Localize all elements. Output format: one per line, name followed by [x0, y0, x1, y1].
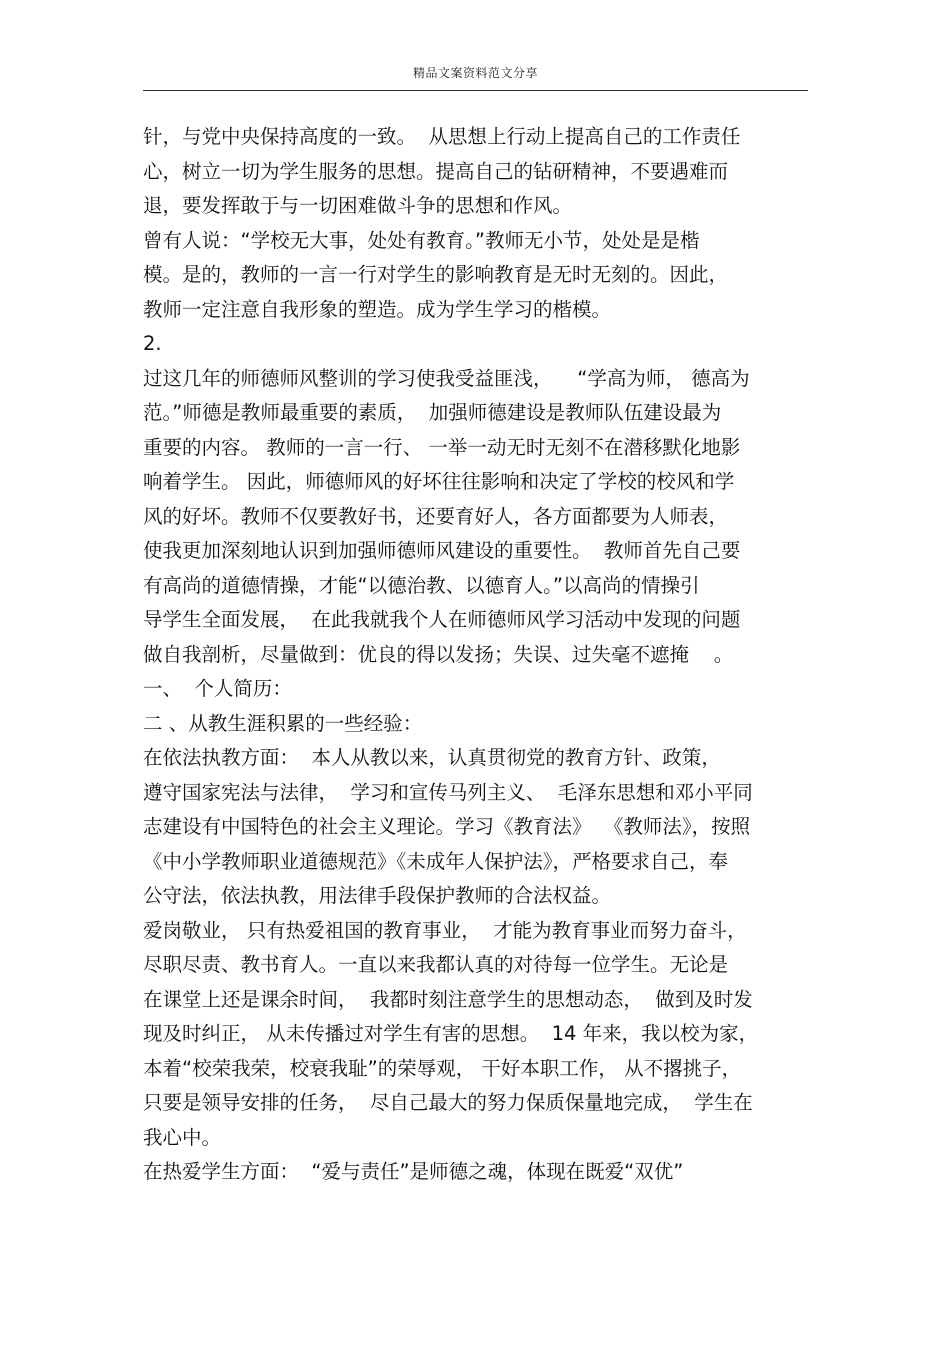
- text-line: 曾有人说：“学校无大事，处处有教育。”教师无小节，处处是是楷: [143, 228, 700, 252]
- text-line: 有高尚的道德情操，才能“以德治教、以德育人。”以高尚的情操引: [143, 573, 700, 597]
- text-line: 现及时纠正， 从未传播过对学生有害的思想。 14 年来，我以校为家，: [143, 1022, 759, 1045]
- text-line: 二 、从教生涯积累的一些经验：: [143, 711, 423, 735]
- text-line: 针，与党中央保持高度的一致。 从思想上行动上提高自己的工作责任: [143, 125, 741, 148]
- text-line: 重要的内容。 教师的一言一行、 一举一动无时无刻不在潜移默化地影: [143, 435, 741, 459]
- text-line: 教师一定注意自我形象的塑造。成为学生学习的楷模。: [143, 297, 612, 321]
- text-line: 在课堂上还是课余时间， 我都时刻注意学生的思想动态， 做到及时发: [143, 987, 753, 1011]
- text-line: 退，要发挥敢于与一切困难做斗争的思想和作风。: [143, 194, 573, 217]
- text-line: 在依法执教方面： 本人从教以来，认真贯彻党的教育方针、政策，: [143, 746, 721, 769]
- text-line: 本着“校荣我荣，校衰我耻”的荣辱观， 干好本职工作， 从不撂挑子，: [143, 1056, 742, 1080]
- text-line: 只要是领导安排的任务， 尽自己最大的努力保质保量地完成， 学生在: [143, 1091, 753, 1114]
- text-line: 过这几年的师德师风整训的学习使我受益匪浅， “学高为师， 德高为: [143, 366, 750, 390]
- text-line: 在热爱学生方面： “爱与责任”是师德之魂，体现在既爱“双优”: [143, 1160, 684, 1183]
- text-line: 模。是的，教师的一言一行对学生的影响教育是无时无刻的。因此，: [143, 263, 729, 286]
- text-line: 2.: [143, 332, 162, 355]
- text-line: 公守法，依法执教，用法律手段保护教师的合法权益。: [143, 884, 612, 907]
- text-line: 爱岗敬业， 只有热爱祖国的教育事业， 才能为教育事业而努力奋斗，: [143, 918, 747, 942]
- text-line: 使我更加深刻地认识到加强师德师风建设的重要性。 教师首先自己要: [143, 539, 741, 562]
- text-line: 一、 个人简历：: [143, 677, 292, 700]
- text-line: 范。”师德是教师最重要的素质， 加强师德建设是教师队伍建设最为: [143, 401, 722, 424]
- text-line: 志建设有中国特色的社会主义理论。学习《教育法》 《教师法》，按照: [143, 815, 751, 838]
- text-line: 尽职尽责、教书育人。一直以来我都认真的对待每一位学生。无论是: [143, 953, 729, 976]
- header-divider: [143, 90, 808, 91]
- text-line: 导学生全面发展， 在此我就我个人在师德师风学习活动中发现的问题: [143, 608, 741, 631]
- text-line: 心，树立一切为学生服务的思想。提高自己的钻研精神，不要遇难而: [143, 159, 729, 183]
- document-body: [143, 120, 808, 1190]
- page-header: 精品文案资料范文分享: [412, 66, 538, 80]
- text-line: 响着学生。 因此，师德师风的好坏往往影响和决定了学校的校风和学: [143, 470, 735, 493]
- text-line: 遵守国家宪法与法律， 学习和宣传马列主义、 毛泽东思想和邓小平同: [143, 780, 753, 804]
- text-line: 风的好坏。教师不仅要教好书，还要育好人，各方面都要为人师表，: [143, 504, 729, 528]
- text-line: 做自我剖析，尽量做到：优良的得以发扬；失误、过失毫不遮掩 。: [143, 642, 734, 666]
- text-line: 《中小学教师职业道德规范》《未成年人保护法》，严格要求自己，奉: [143, 849, 729, 873]
- text-line: 我心中。: [143, 1125, 222, 1149]
